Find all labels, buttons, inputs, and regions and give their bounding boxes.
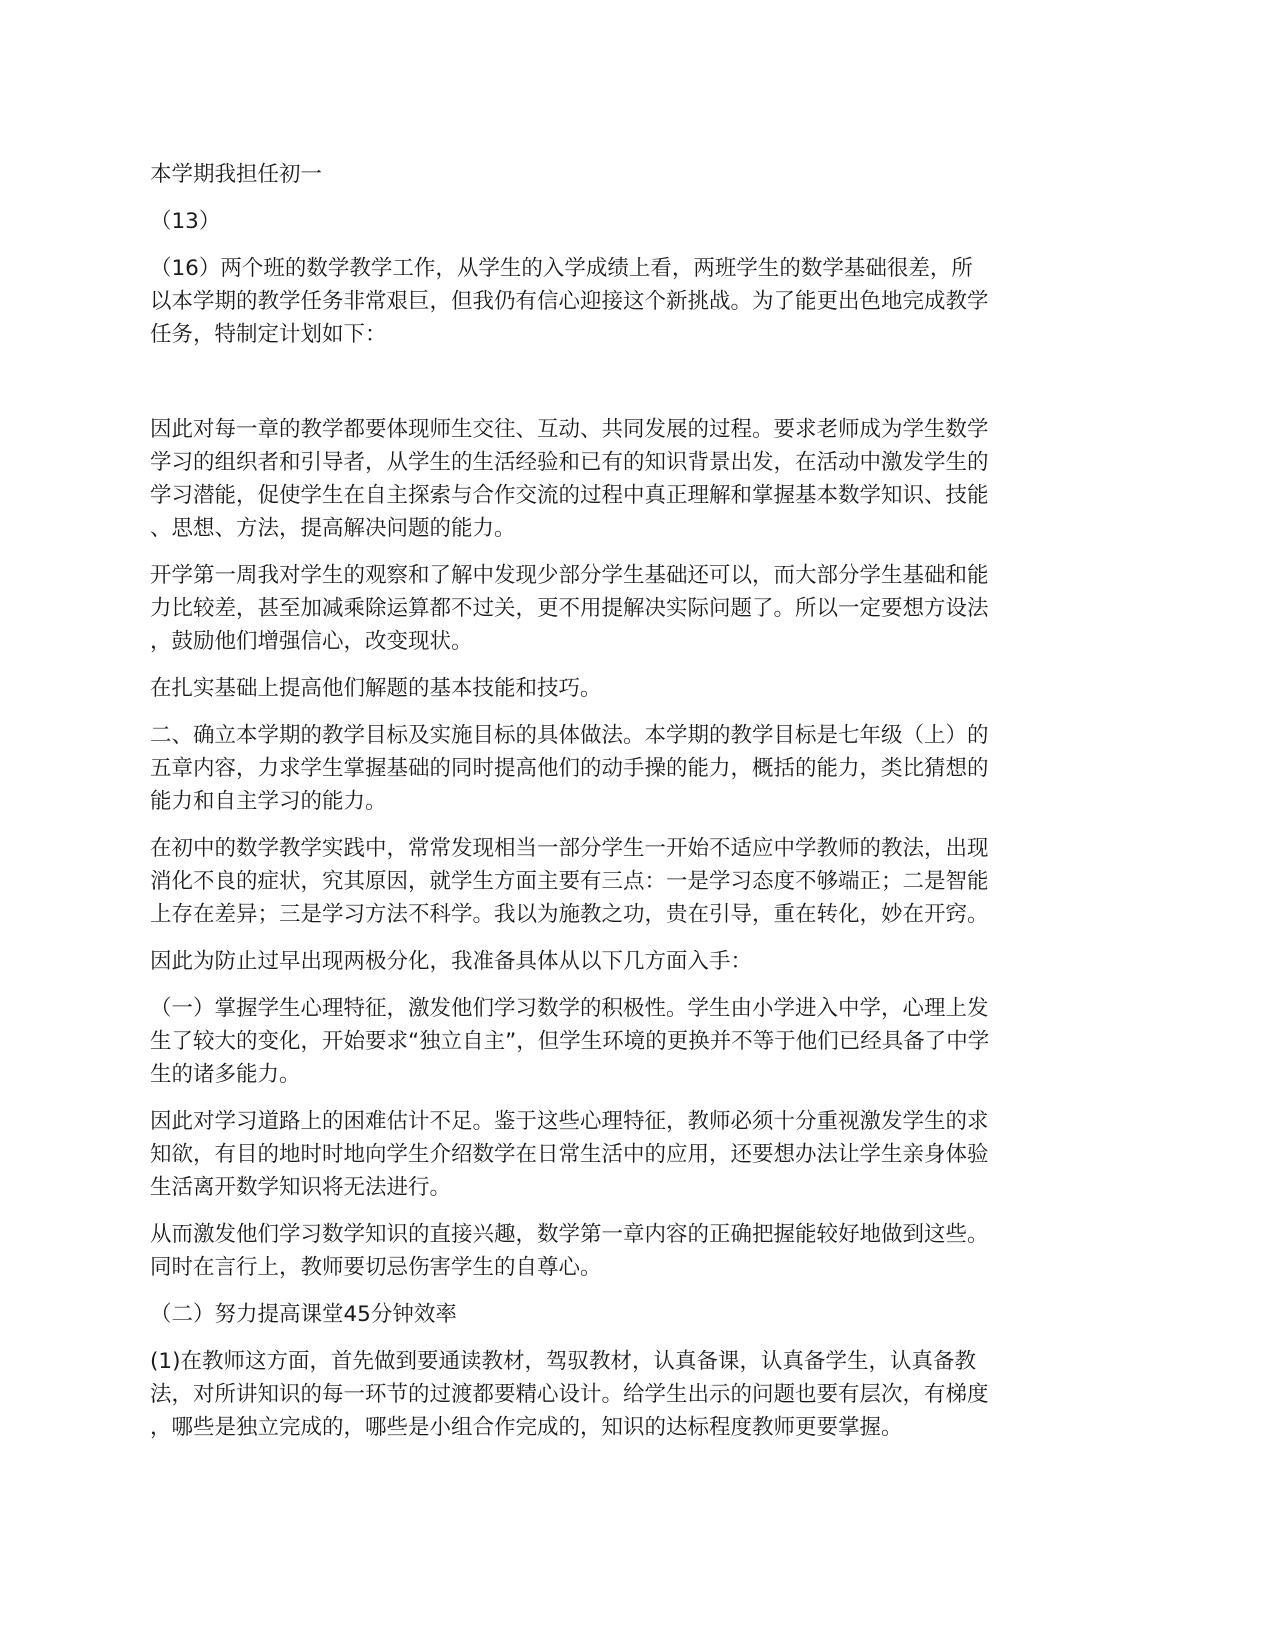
paragraph: 因此对学习道路上的困难估计不足。鉴于这些心理特征，教师必须十分重视激发学生的求 知欲，有目的地时时地向学生介绍数学在日常生活中的应用，还要想办法让学生亲身体验 生活离开数学知识将无法进行。 [150,1109,989,1200]
paragraph: 在初中的数学教学实践中，常常发现相当一部分学生一开始不适应中学教师的教法，出现 消化不良的症状，究其原因，就学生方面主要有三点：一是学习态度不够端正；二是智能 上存在差异；三是学习方法不科学。我以为施教之功，贵在引导，重在转化，妙在开窍。 [150,836,989,927]
document-body [150,158,1130,1458]
paragraph: （16）两个班的数学教学工作，从学生的入学成绩上看，两班学生的数学基础很差，所 以本学期的教学任务非常艰巨，但我仍有信心迎接这个新挑战。为了能更出色地完成教学 任务，特制定计划如下： [150,256,989,347]
paragraph: （二）努力提高课堂45分钟效率 [150,1302,457,1327]
paragraph: 本学期我担任初一 [150,162,323,187]
paragraph: (1)在教师这方面，首先做到要通读教材，驾驭教材，认真备课，认真备学生，认真备教 法，对所讲知识的每一环节的过渡都要精心设计。给学生出示的问题也要有层次，有梯度 ，哪些是独立完成的，哪些是小组合作完成的，知识的达标程度教师更要掌握。 [150,1349,989,1440]
paragraph: 从而激发他们学习数学知识的直接兴趣，数学第一章内容的正确把握能较好地做到这些。 同时在言行上，教师要切忌伤害学生的自尊心。 [150,1222,989,1280]
paragraph: 因此为防止过早出现两极分化，我准备具体从以下几方面入手： [150,949,753,974]
paragraph: 二、确立本学期的教学目标及实施目标的具体做法。本学期的教学目标是七年级（上）的 五章内容，力求学生掌握基础的同时提高他们的动手操的能力，概括的能力，类比猜想的 能力和自主学习的能力。 [150,723,989,814]
paragraph: （13） [150,209,221,234]
paragraph: 在扎实基础上提高他们解题的基本技能和技巧。 [150,676,602,701]
paragraph: 因此对每一章的教学都要体现师生交往、互动、共同发展的过程。要求老师成为学生数学 学习的组织者和引导者，从学生的生活经验和已有的知识背景出发，在活动中激发学生的 学习潜能，促使学生在自主探索与合作交流的过程中真正理解和掌握基本数学知识、技能 、思想、方法，提高解决问题的能力。 [150,417,989,541]
paragraph: 开学第一周我对学生的观察和了解中发现少部分学生基础还可以，而大部分学生基础和能 力比较差，甚至加减乘除运算都不过关，更不用提解决实际问题了。所以一定要想方设法 ，鼓励他们增强信心，改变现状。 [150,563,989,654]
paragraph: （一）掌握学生心理特征，激发他们学习数学的积极性。学生由小学进入中学，心理上发 生了较大的变化，开始要求“独立自主”，但学生环境的更换并不等于他们已经具备了中学 生的诸多能力。 [150,996,990,1087]
